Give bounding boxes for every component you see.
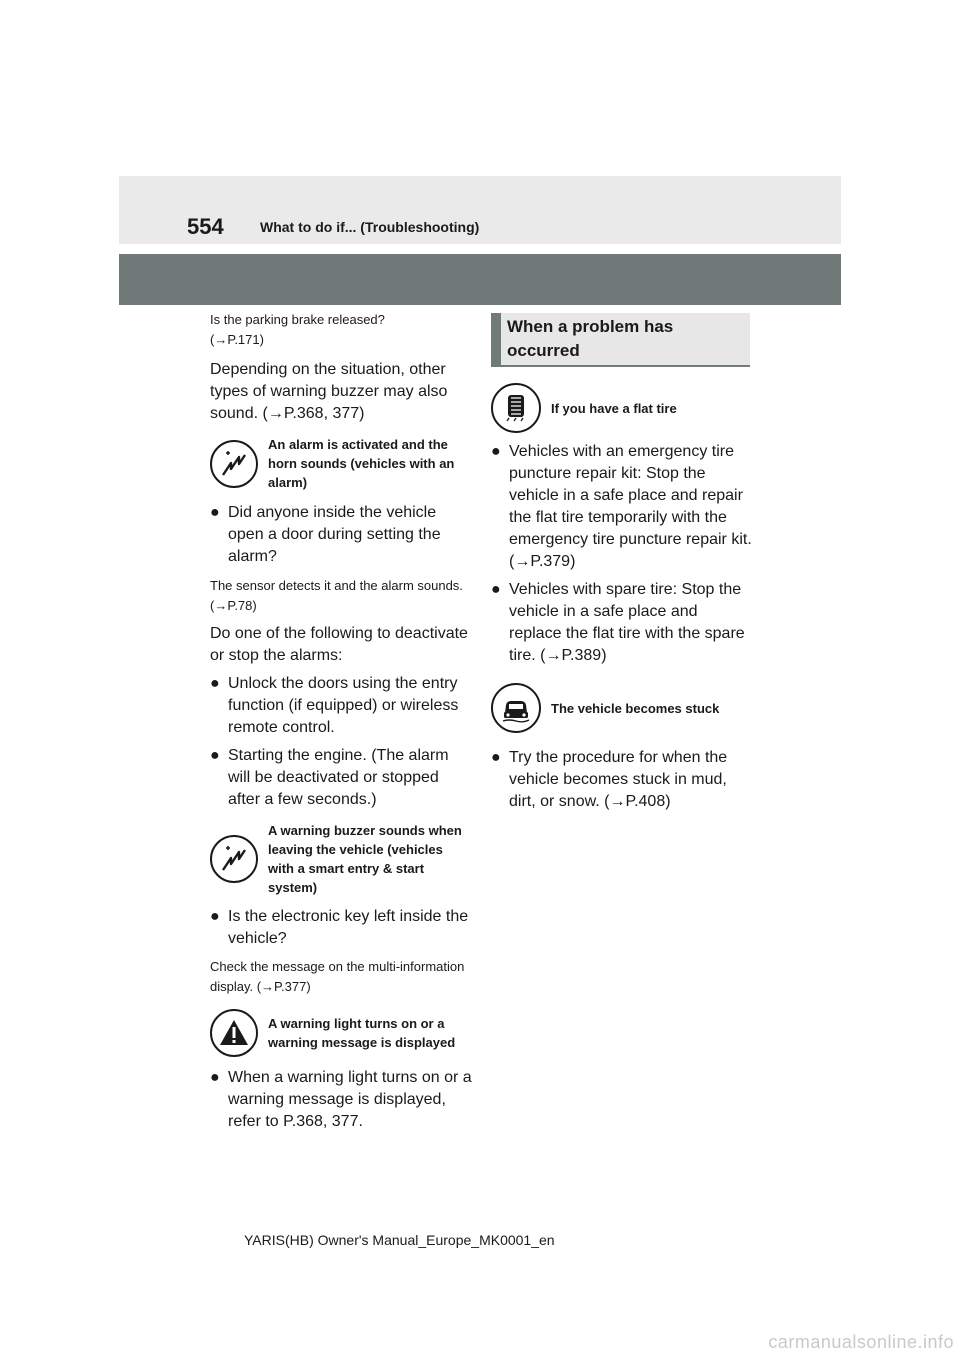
flat-tire-icon <box>491 383 541 433</box>
subsection-alarm <box>210 435 472 492</box>
bullet-text: Try the procedure for when the vehicle becomes stuck in mud, dirt, or snow. (→P.408) <box>509 749 728 810</box>
bullet-icon: ● <box>210 504 220 521</box>
list-item <box>491 441 753 573</box>
subsection-warning-light-title: A warning light turns on or a warning message is displayed <box>268 1016 456 1050</box>
bullet-icon: ● <box>210 908 220 925</box>
list-item <box>491 747 753 813</box>
list-item <box>491 579 753 667</box>
alarm-deactivate-lead: Do one of the following to deactivate or stop the alarms: <box>210 625 468 664</box>
left-column <box>210 310 472 1133</box>
list-item <box>210 673 472 739</box>
header-title: What to do if... (Troubleshooting) <box>260 219 480 235</box>
parking-brake-question: Is the parking brake released? <box>210 312 385 327</box>
parking-brake-ref: (→P.171) <box>210 332 264 347</box>
wrench-icon <box>210 835 258 883</box>
footer-text: YARIS(HB) Owner's Manual_Europe_MK0001_en <box>244 1232 555 1248</box>
bullet-text: Vehicles with an emergency tire puncture repair kit: Stop the vehicle in a safe place and repair the flat tire temporarily with the emergency tire puncture repair kit. (→P.379) <box>509 443 752 570</box>
list-item <box>210 502 472 568</box>
subsection-flat-tire-title: If you have a flat tire <box>551 400 677 416</box>
bullet-text: Did anyone inside the vehicle open a door during setting the alarm? <box>228 504 441 565</box>
right-column <box>491 310 753 813</box>
alarm-sensor-note: The sensor detects it and the alarm sounds. (→P.78) <box>210 578 463 613</box>
bullet-text: Starting the engine. (The alarm will be deactivated or stopped after a few seconds.) <box>228 747 449 808</box>
bullet-icon: ● <box>210 1069 220 1086</box>
bullet-text: Unlock the doors using the entry function (if equipped) or wireless remote control. <box>228 675 459 736</box>
list-item <box>210 1067 472 1133</box>
bullet-text: When a warning light turns on or a warning message is displayed, refer to P.368, 377. <box>228 1069 472 1130</box>
subsection-key-buzzer <box>210 821 472 897</box>
subsection-warning-light <box>210 1009 472 1057</box>
bullet-text: Is the electronic key left inside the vehicle? <box>228 908 469 947</box>
list-item <box>210 745 472 811</box>
bullet-icon: ● <box>491 749 501 766</box>
watermark: carmanualsonline.info <box>768 1332 954 1352</box>
subsection-stuck-title: The vehicle becomes stuck <box>551 700 720 716</box>
subsection-flat-tire <box>491 383 753 433</box>
bullet-icon: ● <box>210 675 220 692</box>
warning-triangle-icon <box>210 1009 258 1057</box>
section-title: When a problem has occurred <box>491 313 750 367</box>
page-number: 554 <box>187 214 224 239</box>
bullet-text: Vehicles with spare tire: Stop the vehicle in a safe place and replace the flat tire with the spare tire. (→P.389) <box>509 581 745 664</box>
key-message-note: Check the message on the multi-information display. (→P.377) <box>210 959 465 994</box>
header-dark-band <box>119 254 841 305</box>
bullet-icon: ● <box>491 581 501 598</box>
subsection-stuck <box>491 683 753 733</box>
subsection-key-buzzer-title: A warning buzzer sounds when leaving the vehicle (vehicles with a smart entry & start system) <box>268 823 462 895</box>
subsection-alarm-title: An alarm is activated and the horn sounds (vehicles with an alarm) <box>268 437 455 490</box>
stuck-car-icon <box>491 683 541 733</box>
header-band <box>119 176 841 244</box>
warning-buzzer-note: Depending on the situation, other types of warning buzzer may also sound. (→P.368, 377) <box>210 361 448 422</box>
bullet-icon: ● <box>210 747 220 764</box>
list-item <box>210 906 472 950</box>
bullet-icon: ● <box>491 443 501 460</box>
wrench-icon <box>210 440 258 488</box>
